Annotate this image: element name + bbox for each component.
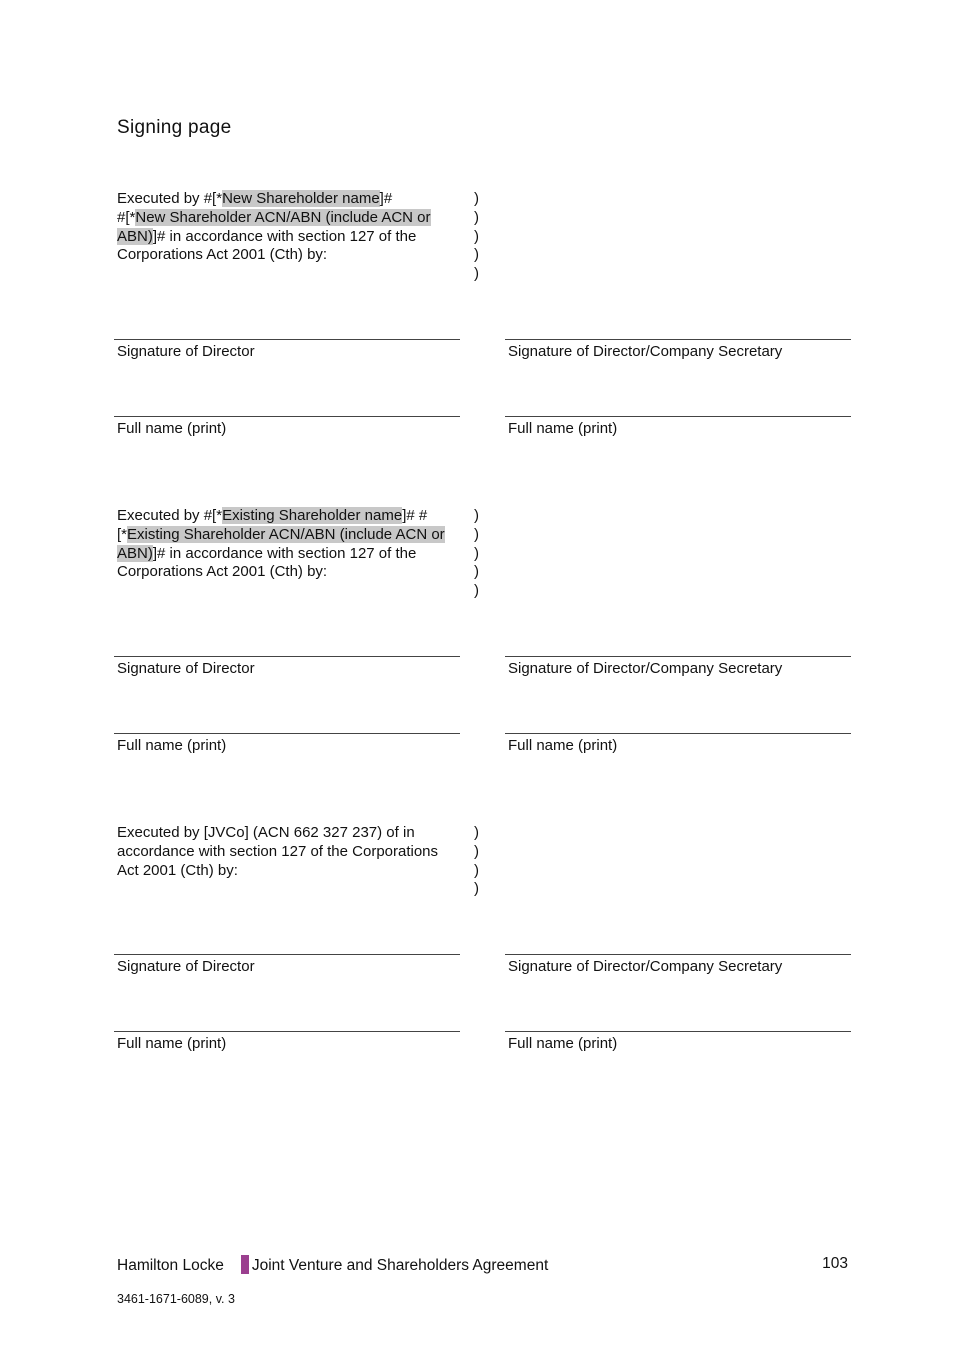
execution-brackets: ) ) ) ) ) — [474, 507, 479, 600]
full-name-secretary-field[interactable]: Full name (print) — [505, 416, 851, 437]
placeholder-existing-shareholder-name: Existing Shareholder name — [222, 507, 403, 524]
signature-director-field[interactable]: Signature of Director — [114, 339, 460, 360]
execution-clause-existing-shareholder: Executed by #[*Existing Shareholder name]# #[*Existing Shareholder ACN/ABN (include ACN or ABN)]# in accordance with section 127 of the Corporations Act 2001 (Cth) by: — [117, 507, 445, 581]
full-name-secretary-field[interactable]: Full name (print) — [505, 1031, 851, 1052]
brand-mark-icon — [241, 1255, 249, 1274]
execution-brackets: ) ) ) ) — [474, 824, 479, 898]
execution-brackets: ) ) ) ) ) — [474, 190, 479, 283]
page-number: 103 — [822, 1255, 848, 1272]
placeholder-existing-shareholder-acn: Existing Shareholder ACN/ABN (include ACN or ABN) — [117, 525, 445, 562]
signature-secretary-field[interactable]: Signature of Director/Company Secretary — [505, 954, 851, 975]
placeholder-new-shareholder-acn: New Shareholder ACN/ABN (include ACN or ABN) — [117, 208, 431, 245]
execution-clause-jvco: Executed by [JVCo] (ACN 662 327 237) of in accordance with section 127 of the Corporations Act 2001 (Cth) by: — [117, 824, 439, 879]
signature-director-field[interactable]: Signature of Director — [114, 954, 460, 975]
signature-secretary-field[interactable]: Signature of Director/Company Secretary — [505, 339, 851, 360]
footer-doc-title: Joint Venture and Shareholders Agreement — [251, 1257, 549, 1274]
full-name-secretary-field[interactable]: Full name (print) — [505, 733, 851, 754]
page-title: Signing page — [117, 117, 232, 138]
full-name-director-field[interactable]: Full name (print) — [114, 1031, 460, 1052]
signature-director-field[interactable]: Signature of Director — [114, 656, 460, 677]
full-name-director-field[interactable]: Full name (print) — [114, 416, 460, 437]
signature-secretary-field[interactable]: Signature of Director/Company Secretary — [505, 656, 851, 677]
document-reference: 3461-1671-6089, v. 3 — [117, 1292, 235, 1306]
execution-clause-new-shareholder: Executed by #[*New Shareholder name]# #[*New Shareholder ACN/ABN (include ACN or ABN)]# in accordance with section 127 of the Corporations Act 2001 (Cth) by: — [117, 190, 431, 264]
footer — [117, 1255, 548, 1275]
full-name-director-field[interactable]: Full name (print) — [114, 733, 460, 754]
footer-firm: Hamilton Locke — [117, 1257, 224, 1274]
placeholder-new-shareholder-name: New Shareholder name — [222, 190, 380, 207]
